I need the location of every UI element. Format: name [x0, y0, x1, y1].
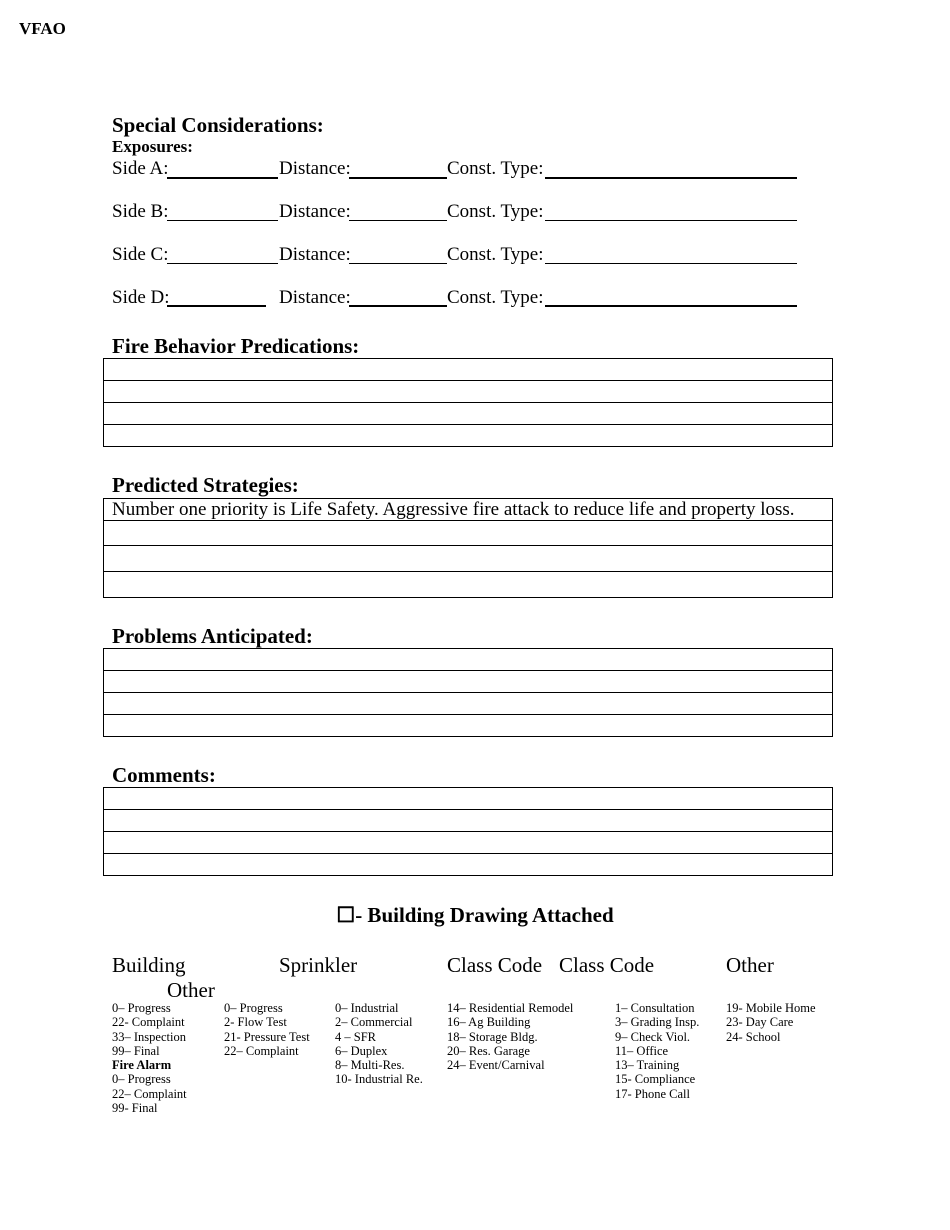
fire-behavior-row[interactable]	[104, 359, 833, 381]
list-item: 14– Residential Remodel	[447, 1001, 574, 1015]
side-c-label: Side C:	[112, 244, 169, 265]
problems-row[interactable]	[104, 649, 833, 671]
building-header: Building	[112, 953, 186, 977]
side-a-const-field[interactable]	[545, 177, 797, 179]
side-c-const-label: Const. Type:	[447, 244, 544, 265]
building-drawing-label: - Building Drawing Attached	[355, 903, 614, 927]
list-item: 0– Progress	[112, 1072, 171, 1087]
comments-title: Comments:	[112, 763, 216, 787]
side-a-distance-label: Distance:	[279, 158, 351, 179]
list-item: 99- Final	[112, 1101, 158, 1116]
list-item: 15- Compliance	[615, 1072, 696, 1087]
list-item: 33– Inspection	[112, 1029, 186, 1044]
list-item: 1– Consultation	[615, 1001, 695, 1015]
list-item: 17- Phone Call	[615, 1086, 690, 1101]
fire-behavior-row[interactable]	[104, 403, 833, 425]
predicted-strategies-title: Predicted Strategies:	[112, 473, 299, 497]
fire-behavior-table	[103, 358, 833, 447]
side-d-distance-field[interactable]	[349, 305, 447, 307]
list-item: 21- Pressure Test	[224, 1029, 310, 1044]
side-c-const-field[interactable]	[545, 263, 797, 264]
strategies-table	[103, 498, 833, 598]
sprinkler-header: Sprinkler	[279, 953, 358, 977]
side-d-label: Side D:	[112, 287, 170, 308]
list-item: 19- Mobile Home	[726, 1001, 816, 1015]
side-c-distance-label: Distance:	[279, 244, 351, 265]
org-name: VFAO	[19, 19, 66, 38]
other-header-1: Other	[167, 978, 215, 1002]
side-b-const-label: Const. Type:	[447, 201, 544, 222]
building-drawing-checkbox[interactable]: ☐	[336, 903, 356, 927]
strategies-row[interactable]	[104, 521, 833, 546]
building-drawing-attached	[0, 903, 950, 928]
list-item: 20– Res. Garage	[447, 1043, 530, 1058]
side-b-const-field[interactable]	[545, 220, 797, 221]
comments-row[interactable]	[104, 832, 833, 854]
list-item: 4 – SFR	[335, 1029, 376, 1044]
side-c-field[interactable]	[167, 263, 278, 264]
side-d-distance-label: Distance:	[279, 287, 351, 308]
list-item: 22– Complaint	[112, 1086, 187, 1101]
list-item: 22- Complaint	[112, 1015, 185, 1030]
side-a-const-label: Const. Type:	[447, 158, 544, 179]
fire-behavior-row[interactable]	[104, 381, 833, 403]
side-d-const-label: Const. Type:	[447, 287, 544, 308]
problems-title: Problems Anticipated:	[112, 624, 313, 648]
list-item: 24– Event/Carnival	[447, 1058, 545, 1073]
problems-row[interactable]	[104, 671, 833, 693]
list-item: 3– Grading Insp.	[615, 1015, 700, 1030]
fire-behavior-row[interactable]	[104, 425, 833, 447]
list-item: 22– Complaint	[224, 1043, 299, 1058]
class-code-2-list	[447, 1001, 573, 1072]
comments-row[interactable]	[104, 854, 833, 876]
list-item: 8– Multi-Res.	[335, 1058, 405, 1073]
list-item: 24- School	[726, 1029, 781, 1044]
class-code-header-1: Class Code	[447, 953, 543, 977]
list-item: 6– Duplex	[335, 1043, 388, 1058]
other-codes-list	[615, 1001, 699, 1101]
side-d-field[interactable]	[167, 305, 266, 307]
exposures-title: Exposures:	[112, 137, 193, 156]
sprinkler-codes-list	[224, 1001, 310, 1058]
problems-row[interactable]	[104, 715, 833, 737]
side-a-distance-field[interactable]	[349, 177, 447, 179]
list-item: 0– Industrial	[335, 1001, 399, 1015]
problems-row[interactable]	[104, 693, 833, 715]
strategies-row[interactable]	[104, 572, 833, 598]
strategies-row[interactable]	[104, 546, 833, 572]
side-b-label: Side B:	[112, 201, 169, 222]
class-code-1-list	[335, 1001, 423, 1087]
list-item: 2– Commercial	[335, 1015, 413, 1030]
class-code-header-2: Class Code	[559, 953, 655, 977]
other-header-2: Other	[726, 953, 774, 977]
list-item: 9– Check Viol.	[615, 1029, 691, 1044]
list-item: 23- Day Care	[726, 1015, 794, 1030]
comments-row[interactable]	[104, 788, 833, 810]
side-c-distance-field[interactable]	[349, 263, 447, 264]
side-a-label: Side A:	[112, 158, 169, 179]
problems-table	[103, 648, 833, 737]
list-item: 18– Storage Bldg.	[447, 1029, 538, 1044]
list-item: 99– Final	[112, 1043, 160, 1058]
list-item: 11– Office	[615, 1043, 669, 1058]
building-codes-list	[112, 1001, 187, 1115]
strategies-row[interactable]: Number one priority is Life Safety. Aggressive fire attack to reduce life and property loss.	[104, 499, 833, 521]
comments-row[interactable]	[104, 810, 833, 832]
side-d-const-field[interactable]	[545, 305, 797, 307]
list-item: 13– Training	[615, 1058, 680, 1073]
fire-behavior-title: Fire Behavior Predications:	[112, 334, 360, 358]
list-item: 16– Ag Building	[447, 1015, 531, 1030]
fire-alarm-title: Fire Alarm	[112, 1058, 172, 1073]
side-a-field[interactable]	[167, 177, 278, 179]
side-b-distance-field[interactable]	[349, 220, 447, 221]
list-item: 0– Progress	[224, 1001, 283, 1015]
list-item: 10- Industrial Re.	[335, 1072, 423, 1087]
other-codes-list-2	[726, 1001, 816, 1044]
special-considerations-title: Special Considerations:	[112, 113, 324, 137]
list-item: 0– Progress	[112, 1001, 171, 1015]
side-b-field[interactable]	[167, 220, 278, 221]
side-b-distance-label: Distance:	[279, 201, 351, 222]
list-item: 2- Flow Test	[224, 1015, 287, 1030]
comments-table	[103, 787, 833, 876]
